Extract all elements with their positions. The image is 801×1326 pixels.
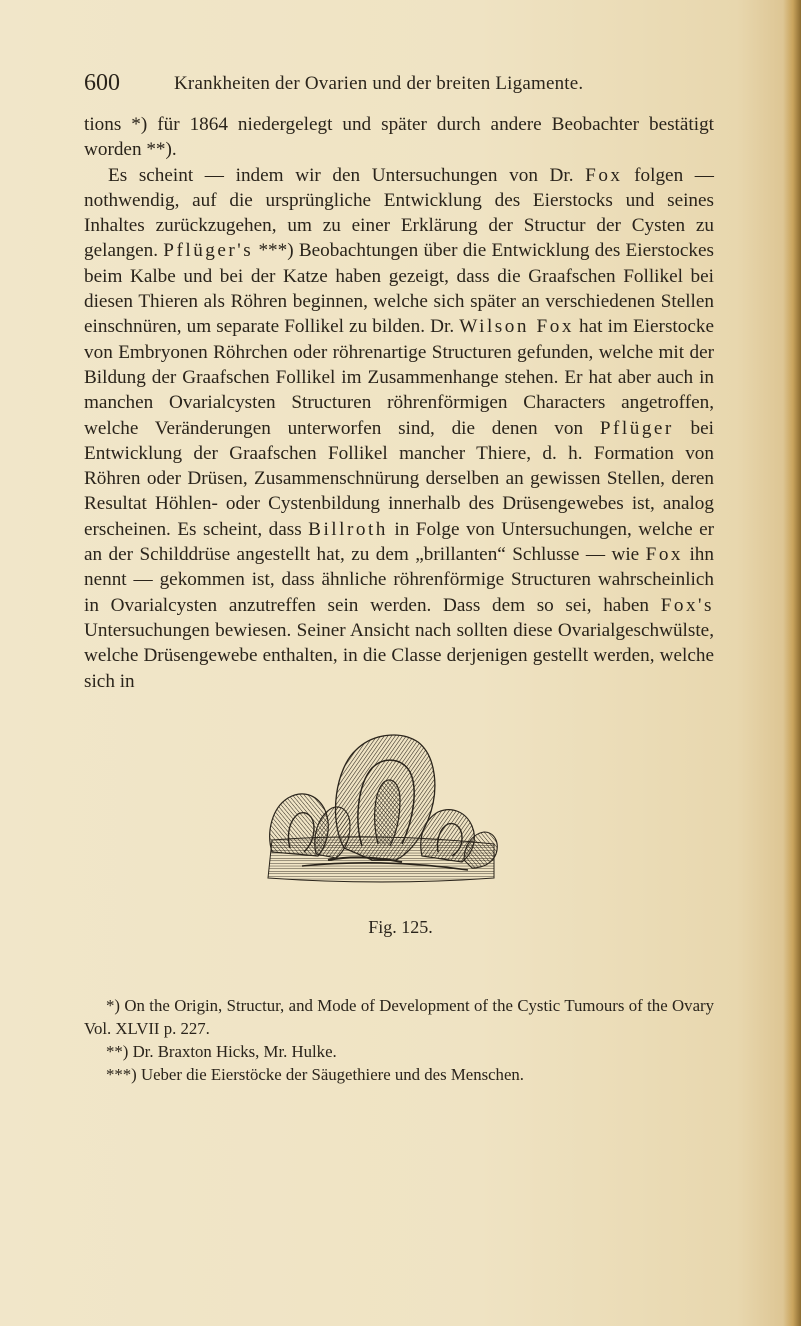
page-number: 600 [84,70,120,96]
text-run: ihn nennt — gekommen ist, dass ähnliche röhrenförmige Structuren wahrscheinlich in Ovarialcysten anzutreffen sein werden. Dass dem so sei, haben [84,544,714,616]
footnotes [84,994,714,1086]
footnote-3: ***) Ueber die Eierstöcke der Säugethiere und des Menschen. [106,1065,524,1084]
text-run: bei Entwicklung der Graafschen Follikel mancher Thiere, d. h. Formation von Röhren oder Drüsen, Zusammenschnürung derselben an gewissen Stellen, deren Resultat Höhlen- oder Cystenbildung innerhalb des Drüsengewebes ist, analog erscheinen. Es scheint, dass [84,417,714,540]
author-name: Fox's [660,594,714,616]
body-text [84,112,714,694]
text-run: Untersuchungen bewiesen. Seiner Ansicht nach sollten diese Ovarialgeschwülste, welche Drüsengewebe enthalten, in die Classe derjenigen gestellt werden, welche sich in [84,619,714,692]
text-run: hat im Eierstocke von Embryonen Röhrchen oder röhrenartige Structuren gefunden, welche mit der Bildung der Graafschen Follikel im Zusammenhange stehen. Er hat aber auch in manchen Ovarialcysten Structuren röhrenförmigen Characters angetroffen, welche Veränderungen unterworfen sind, die denen von [84,316,714,439]
footnote-2: **) Dr. Braxton Hicks, Mr. Hulke. [106,1042,337,1061]
figure-125-engraving [232,728,522,886]
page-header [84,70,724,98]
author-name: Fox [645,544,684,566]
text-run: ***) Beobachtungen über die Entwicklung des Eierstockes beim Kalbe und bei der Katze haben gezeigt, dass die Graafschen Follikel bei diesen Thieren als Röhren beginnen, welche sich später an verschiedenen Stellen einschnüren, um separate Follikel zu bilden. Dr. [84,240,714,338]
page-edge [783,0,801,1326]
author-name: Pflüger's [163,240,254,262]
footnote-1: *) On the Origin, Structur, and Mode of Development of the Cystic Tumours of the Ovary Vol. XLVII p. 227. [84,996,714,1038]
author-name: Billroth [308,518,388,540]
text-run: folgen — nothwendig, auf die ursprüngliche Entwicklung des Eierstocks und seines Inhaltes zurückzugehen, um zu einer Erklärung der Structur der Cysten zu gelangen. [84,164,714,262]
text-run: Es scheint — indem wir den Untersuchungen von Dr. [108,164,586,186]
paragraph-2 [84,163,714,694]
figure-caption: Fig. 125. [368,917,433,937]
author-name: Wilson Fox [459,316,574,338]
paragraph-1: tions *) für 1864 niedergelegt und später durch andere Beobachter bestätigt worden **). [84,114,714,161]
author-name: Pflüger [599,417,674,439]
author-name: Fox [585,164,623,186]
text-run: in Folge von Untersuchungen, welche er an der Schilddrüse angestellt hat, zu dem „brillanten“ Schlusse — wie [84,518,714,566]
running-title: Krankheiten der Ovarien und der breiten Ligamente. [174,73,584,94]
